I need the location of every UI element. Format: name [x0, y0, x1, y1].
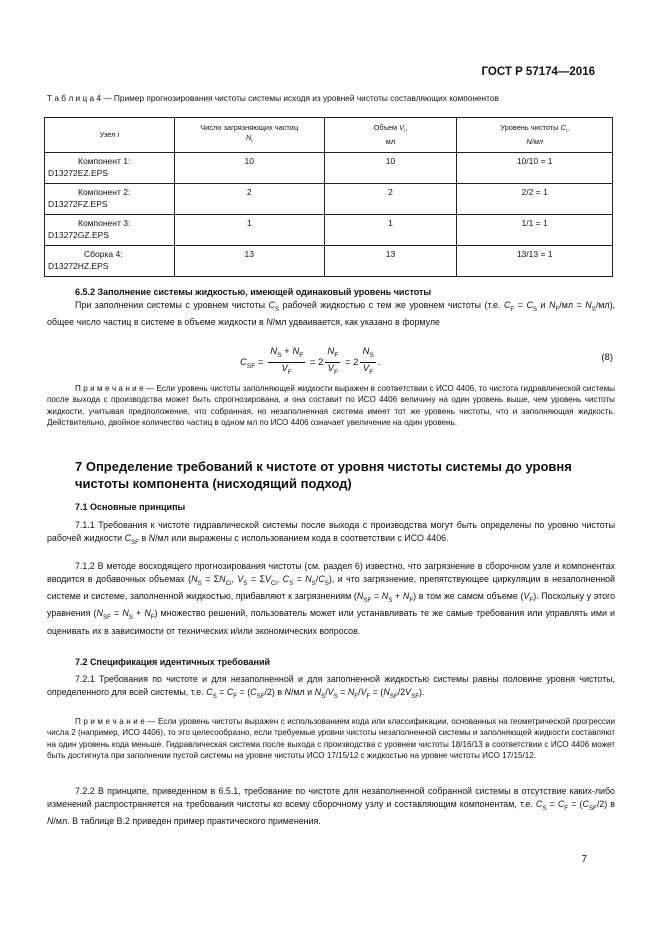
header-node: Узел i: [45, 118, 175, 153]
section-title-7: 7 Определение требований к чистоте от уровня чистоты системы до уровня чистоты компонента (нисходящий подход): [75, 459, 572, 491]
standard-header: ГОСТ Р 57174—2016: [481, 66, 595, 78]
table-row: Компонент 3: D13272GZ.EPS 1 1 1/1 = 1: [45, 215, 613, 246]
paragraph-7-2-1: 7.2.1 Требования по чистоте и для незаполненной и для заполненной жидкостью системы равны половине уровня чистоты, определенного для всей системы, т.е. $C_S = C_F = (C_{SF}/2)$ в N/мл и $N_S/V_S = N_F/V_F = (N_{SF}/2V_{SF})$.: [47, 674, 615, 700]
header-volume: Объем $V_i$, мл: [324, 118, 457, 153]
table-row: Сборка 4: D13272HZ.EPS 13 13 13/13 = 1: [45, 246, 613, 277]
table-row: Компонент 2: D13272FZ.EPS 2 2 2/2 = 1: [45, 184, 613, 215]
page-number: 7: [581, 854, 587, 865]
header-cleanliness: Уровень чистоты $C_i$, N/мл: [457, 118, 613, 153]
table-4: [44, 117, 613, 277]
table-caption: Т а б л и ц а 4 — Пример прогнозирования чистоты системы исходя из уровней чистоты составляющих компонентов: [47, 93, 499, 103]
paragraph-7-1-1: 7.1.1 Требования к чистоте гидравлической системы после выхода с производства могут быть определены по уровню чистоты рабочей жидкости $C_{SF}$ в N/мл или выражены с использованием кода в соответствии с ИСО 4406.: [47, 520, 615, 546]
note-6-5-2: П р и м е ч а н и е — Если уровень чистоты заполняющей жидкости выражен в соответствии с ИСО 4406, то чистота гидравлической системы после выхода с производства может быть спрогнозирована, и она составит по ИСО 4406 величину на один уровень выше, чем уровень чистоты жидкости, учитывая предположение, что собранная, но незаполненная система имеет тот же уровень чистоты, что и заполняющая жидкость. Действительно, двойное количество частиц в одном мл по ИСО 4406 означает увеличение на один уровень.: [47, 384, 615, 427]
section-title-7-1: 7.1 Основные принципы: [75, 502, 186, 512]
formula-number: (8): [601, 352, 613, 363]
section-title-6-5-2: 6.5.2 Заполнение системы жидкостью, имеющей одинаковый уровень чистоты: [75, 287, 432, 297]
formula-8: $C_{SF}$ = $\frac{N_S + N_F}{V_F}$ = 2 $\frac{N_F}{V_F}$ = 2 $\frac{N_S}{V_F}$ .: [240, 346, 381, 376]
paragraph-6-5-2: При заполнении системы с уровнем чистоты $C_S$ рабочей жидкостью с тем же уровнем чистоты (т.е. $C_F = C_S$ и $N_F/мл = N_S/мл$), общее число частиц в системе в объеме жидкости в N/мл удваивается, как указано в формуле: [47, 300, 615, 328]
note-7-2: П р и м е ч а н и е — Если уровень чистоты выражен с использованием кода или классификации, основанных на геометрической прогрессии числа 2 (например, ИСО 4406), то это целесообразно, если требуемые уровни чистоты незаполненной системы и заполняющей жидкости составляют на один уровень кода меньше. Гидравлическая система после выхода с производства с уровнем чистоты 18/16/13 в соответствии с ИСО 4406 может быть достигнута при заполнении пустой системы на уровне чистоты ИСО 17/15/12 с жидкостью на уровне чистоты ИСО 17/15/12.: [47, 717, 615, 760]
table-header-row: [45, 118, 613, 153]
paragraph-7-1-2: 7.1.2 В методе восходящего прогнозирования чистоты (см. раздел 6) известно, что загрязнение в сборочном узле и компонентах вводится в добавочных объемах ($N_S = \Sigma N_{Ci}$, $V_S = \Sigma V_{Ci}$, $C_S = N_S/C_S$), и что загрязнение, препятствующее циркуляции в незаполненной системе и системе, заполненной жидкостью, прибавляют к загрязнениям $(N_{SF} = N_S + N_F)$ в том же самом объеме $(V_F)$. Поскольку у этого уравнения $(N_{SF} = N_S + N_F)$ множество решений, пользователь может или устанавливать те же самые требования или управлять ими и оценивать их в зависимости от технических и/или экономических вопросов.: [47, 561, 616, 636]
section-title-7-2: 7.2 Спецификация идентичных требований: [75, 657, 271, 667]
table-row: Компонент 1: D13272EZ.EPS 10 10 10/10 = 1: [45, 153, 613, 184]
header-particles: Число загрязняющих частиц $N_i$: [174, 118, 324, 153]
paragraph-7-2-2: 7.2.2 В принципе, приведенном в 6.5.1, требование по чистоте для незаполненной собранной системы в отсутствие каких-либо изменений распространяется на требования чистоты ко всему сборочному узлу и составляющим компонентам, т.е. $C_S = C_F = (C_{SF}/2)$ в N/мл. В таблице B.2 приведен пример практического применения.: [47, 786, 615, 826]
